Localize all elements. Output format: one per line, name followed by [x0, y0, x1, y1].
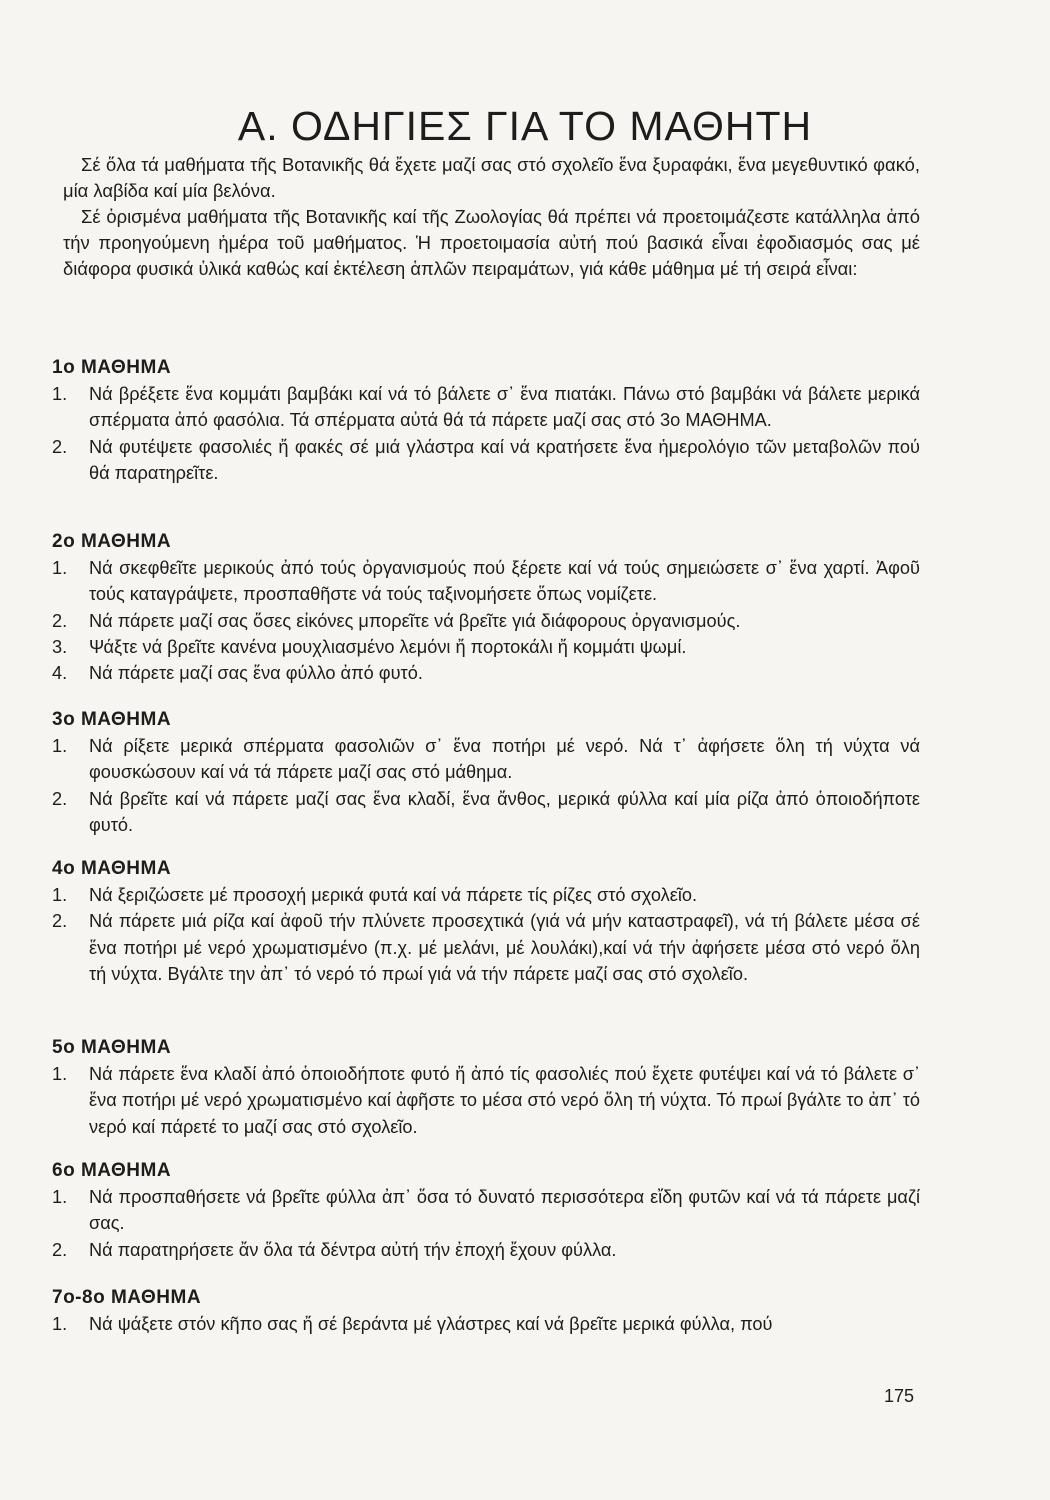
list-item	[52, 882, 920, 908]
lesson-2	[52, 529, 920, 686]
list-item	[52, 908, 920, 987]
intro-paragraph: Σέ ὁρισμένα μαθήματα τῆς Βοτανικῆς καί τῆς Ζωολογίας θά πρέπει νά προετοιμάζεστε κατάλληλα ἀπό τήν προηγούμενη ἡμέρα τοῦ μαθήματος. Ἡ προετοιμασία αὐτή πού βασικά εἶναι ἐφοδιασμός σας μέ διάφορα φυσικά ὑλικά καθώς καί ἐκτέλεση ἁπλῶν πειραμάτων, γιά κάθε μάθημα μέ τή σειρά εἶναι:	[63, 206, 920, 279]
lesson-heading: 3ο ΜΑΘΗΜΑ	[52, 709, 172, 730]
item-number: 1.	[52, 384, 68, 404]
item-text: Νά ρίξετε μερικά σπέρματα φασολιῶν σ᾿ ἕνα ποτήρι μέ νερό. Νά τ᾿ ἀφήσετε ὅλη τή νύχτα νά φουσκώσουν καί νά τά πάρετε μαζί σας στό μάθημα.	[89, 736, 920, 783]
list-item	[52, 1061, 920, 1140]
item-number: 3.	[52, 636, 68, 657]
item-number: 1.	[52, 1187, 68, 1207]
lesson-heading: 1ο ΜΑΘΗΜΑ	[52, 357, 172, 378]
lesson-heading: 6ο ΜΑΘΗΜΑ	[52, 1160, 172, 1181]
item-number: 1.	[52, 1064, 68, 1084]
item-text: Νά πάρετε μαζί σας ὅσες εἰκόνες μπορεῖτε νά βρεῖτε γιά διάφορους ὀργανισμούς.	[89, 610, 741, 631]
list-item	[52, 555, 920, 608]
lesson-7-8	[52, 1285, 920, 1337]
list-item	[52, 660, 920, 686]
lesson-5	[52, 1035, 920, 1140]
item-text: Νά ξεριζώσετε μέ προσοχή μερικά φυτά καί νά πάρετε τίς ρίζες στό σχολεῖο.	[89, 885, 698, 905]
list-item	[52, 786, 920, 839]
page-title: Α. ΟΔΗΓΙΕΣ ΓΙΑ ΤΟ ΜΑΘΗΤΗ	[237, 103, 813, 150]
list-item	[52, 634, 920, 660]
list-item	[52, 1237, 920, 1263]
list-item	[52, 733, 920, 786]
lesson-4	[52, 856, 920, 987]
item-number: 4.	[52, 663, 68, 684]
list-item	[52, 1311, 920, 1337]
item-text: Νά ψάξετε στόν κῆπο σας ἤ σέ βεράντα μέ γλάστρες καί νά βρεῖτε μερικά φύλλα, πού	[89, 1314, 773, 1334]
lesson-heading: 2ο ΜΑΘΗΜΑ	[52, 531, 172, 552]
item-number: 2.	[52, 436, 68, 457]
list-item	[52, 1184, 920, 1237]
item-number: 1.	[52, 736, 68, 756]
item-text: Νά βρέξετε ἕνα κομμάτι βαμβάκι καί νά τό βάλετε σ᾿ ἕνα πιατάκι. Πάνω στό βαμβάκι νά βάλετε μερικά σπέρματα ἀπό φασόλια. Τά σπέρματα αὐτά θά τά πάρετε μαζί σας στό 3ο ΜΑΘΗΜΑ.	[89, 384, 920, 431]
item-number: 1.	[52, 558, 68, 578]
list-item	[52, 381, 920, 434]
item-number: 2.	[52, 911, 68, 932]
item-text: Ψάξτε νά βρεῖτε κανένα μουχλιασμένο λεμόνι ἤ πορτοκάλι ἤ κομμάτι ψωμί.	[89, 636, 687, 657]
lesson-heading: 5ο ΜΑΘΗΜΑ	[52, 1037, 172, 1058]
list-item	[52, 608, 920, 634]
list-item	[52, 434, 920, 487]
item-number: 1.	[52, 885, 68, 905]
item-number: 2.	[52, 788, 68, 809]
item-text: Νά πάρετε ἕνα κλαδί ἀπό ὁποιοδήποτε φυτό ἤ ἀπό τίς φασολιές πού ἔχετε φυτέψει καί νά τό βάλετε σ᾿ ἕνα ποτήρι μέ νερό χρωματισμένο καί ἀφῆστε το μέσα στό νερό ὅλη τή νύχτα. Τό πρωί βγάλτε το ἀπ᾿ τό νερό καί πάρετέ το μαζί σας στό σχολεῖο.	[89, 1064, 920, 1137]
item-text: Νά προσπαθήσετε νά βρεῖτε φύλλα ἀπ᾿ ὅσα τό δυνατό περισσότερα εἴδη φυτῶν καί νά τά πάρετε μαζί σας.	[89, 1187, 920, 1234]
intro-section	[63, 152, 920, 282]
item-text: Νά φυτέψετε φασολιές ἤ φακές σέ μιά γλάστρα καί νά κρατήσετε ἕνα ἡμερολόγιο τῶν μεταβολῶν πού θά παρατηρεῖτε.	[89, 436, 920, 483]
lesson-1	[52, 355, 920, 486]
intro-paragraph: Σέ ὅλα τά μαθήματα τῆς Βοτανικῆς θά ἔχετε μαζί σας στό σχολεῖο ἕνα ξυραφάκι, ἕνα μεγεθυντικό φακό, μία λαβίδα καί μία βελόνα.	[63, 154, 920, 201]
item-text: Νά πάρετε μαζί σας ἕνα φύλλο ἀπό φυτό.	[89, 663, 423, 684]
item-text: Νά πάρετε μιά ρίζα καί ἀφοῦ τήν πλύνετε προσεχτικά (γιά νά μήν καταστραφεῖ), νά τή βάλετε μέσα σέ ἕνα ποτήρι μέ νερό χρωματισμένο (π.χ. μέ μελάνι, μέ λουλάκι),καί νά τήν ἀφήσετε μέσα στό νερό ὅλη τή νύχτα. Βγάλτε την ἀπ᾿ τό νερό τό πρωί γιά νά τήν πάρετε μαζί σας στό σχολεῖο.	[89, 911, 920, 984]
item-text: Νά παρατηρήσετε ἄν ὅλα τά δέντρα αὐτή τήν ἐποχή ἔχουν φύλλα.	[89, 1239, 617, 1260]
item-text: Νά βρεῖτε καί νά πάρετε μαζί σας ἕνα κλαδί, ἕνα ἄνθος, μερικά φύλλα καί μία ρίζα ἀπό ὁποιοδήποτε φυτό.	[89, 788, 920, 835]
lesson-6	[52, 1158, 920, 1263]
item-text: Νά σκεφθεῖτε μερικούς ἀπό τούς ὀργανισμούς πού ξέρετε καί νά τούς σημειώσετε σ᾿ ἕνα χαρτί. Ἀφοῦ τούς καταγράψετε, προσπαθῆστε νά τούς ταξινομήσετε ὅπως νομίζετε.	[89, 558, 920, 605]
lesson-3	[52, 707, 920, 838]
lesson-heading: 7ο-8ο ΜΑΘΗΜΑ	[52, 1287, 202, 1308]
page-number: 175	[884, 1386, 915, 1406]
item-number: 2.	[52, 610, 68, 631]
item-number: 1.	[52, 1314, 68, 1334]
item-number: 2.	[52, 1239, 68, 1260]
lesson-heading: 4ο ΜΑΘΗΜΑ	[52, 858, 172, 879]
